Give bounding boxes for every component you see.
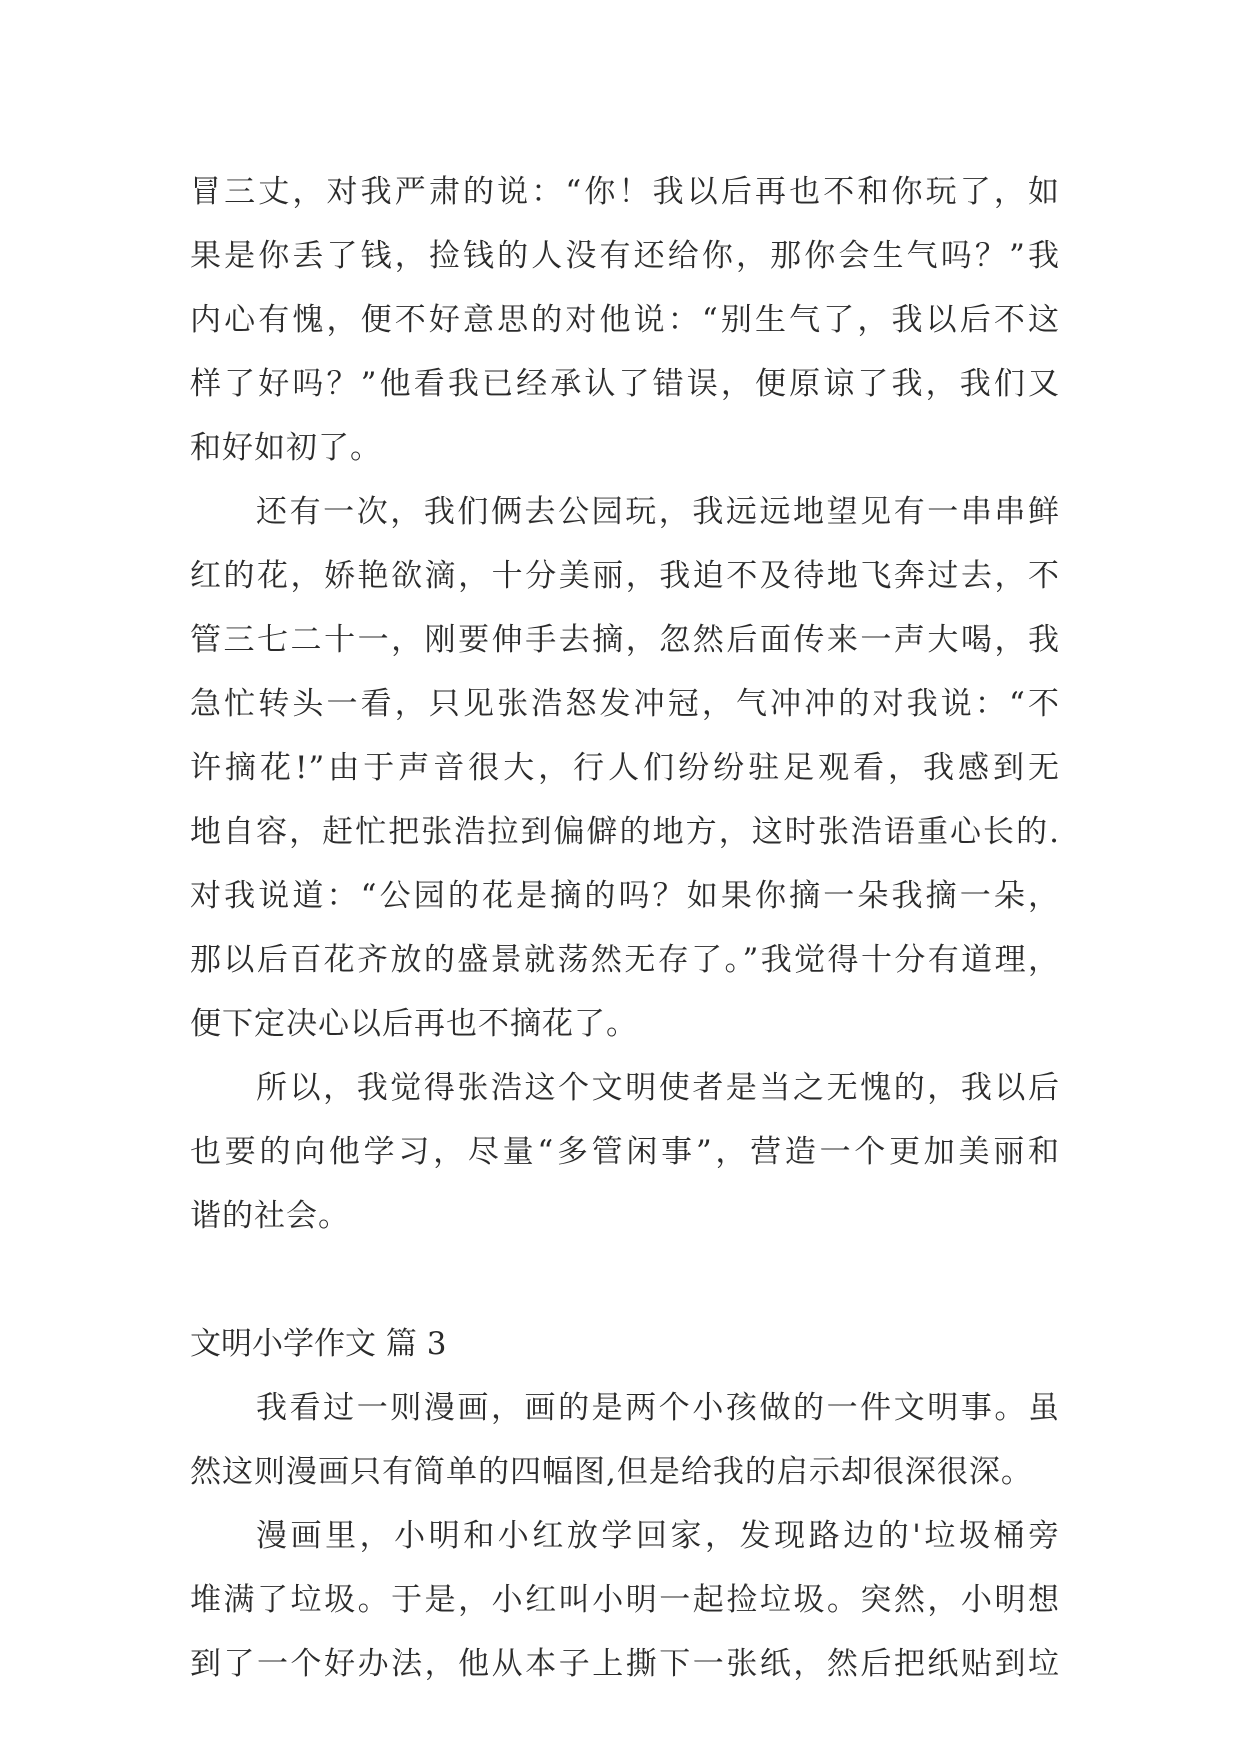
text-line: 样了好吗？”他看我已经承认了错误，便原谅了我，我们又 xyxy=(190,366,1060,402)
paragraph xyxy=(190,1504,1060,1696)
paragraph xyxy=(190,1056,1060,1248)
text-line: 然这则漫画只有简单的四幅图,但是给我的启示却很深很深。 xyxy=(190,1454,1033,1490)
text-line: 对我说道：“公园的花是摘的吗？如果你摘一朵我摘一朵， xyxy=(190,878,1060,914)
text-line: 红的花，娇艳欲滴，十分美丽，我迫不及待地飞奔过去，不 xyxy=(190,558,1060,594)
text-line: 到了一个好办法，他从本子上撕下一张纸，然后把纸贴到垃 xyxy=(190,1646,1060,1682)
text-line: 地自容，赶忙把张浩拉到偏僻的地方，这时张浩语重心长的. xyxy=(190,814,1060,850)
paragraph xyxy=(190,1376,1060,1504)
text-line: 我看过一则漫画，画的是两个小孩做的一件文明事。虽 xyxy=(256,1390,1060,1426)
text-line: 所以，我觉得张浩这个文明使者是当之无愧的，我以后 xyxy=(256,1070,1060,1106)
text-line: 果是你丢了钱，捡钱的人没有还给你，那你会生气吗？”我 xyxy=(190,238,1060,274)
text-line: 急忙转头一看，只见张浩怒发冲冠，气冲冲的对我说：“不 xyxy=(190,686,1060,722)
text-line: 谐的社会。 xyxy=(190,1198,350,1234)
paragraph xyxy=(190,480,1060,1056)
text-line: 堆满了垃圾。于是，小红叫小明一起捡垃圾。突然，小明想 xyxy=(190,1582,1060,1618)
section-heading: 文明小学作文 篇 3 xyxy=(190,1326,447,1362)
text-line: 也要的向他学习，尽量“多管闲事”，营造一个更加美丽和 xyxy=(190,1134,1060,1170)
text-line: 便下定决心以后再也不摘花了。 xyxy=(190,1006,638,1042)
section-gap xyxy=(190,1248,1060,1312)
document-body xyxy=(190,160,1060,1696)
text-line: 许摘花!”由于声音很大，行人们纷纷驻足观看，我感到无 xyxy=(190,750,1060,786)
text-line: 和好如初了。 xyxy=(190,430,382,466)
text-line: 管三七二十一，刚要伸手去摘，忽然后面传来一声大喝，我 xyxy=(190,622,1060,658)
paragraph xyxy=(190,160,1060,480)
text-line: 还有一次，我们俩去公园玩，我远远地望见有一串串鲜 xyxy=(256,494,1060,530)
text-line: 漫画里，小明和小红放学回家，发现路边的'垃圾桶旁 xyxy=(256,1518,1060,1554)
text-line: 内心有愧，便不好意思的对他说：“别生气了，我以后不这 xyxy=(190,302,1060,338)
text-line: 那以后百花齐放的盛景就荡然无存了。”我觉得十分有道理， xyxy=(190,942,1060,978)
text-line: 冒三丈，对我严肃的说：“你！我以后再也不和你玩了，如 xyxy=(190,174,1060,210)
